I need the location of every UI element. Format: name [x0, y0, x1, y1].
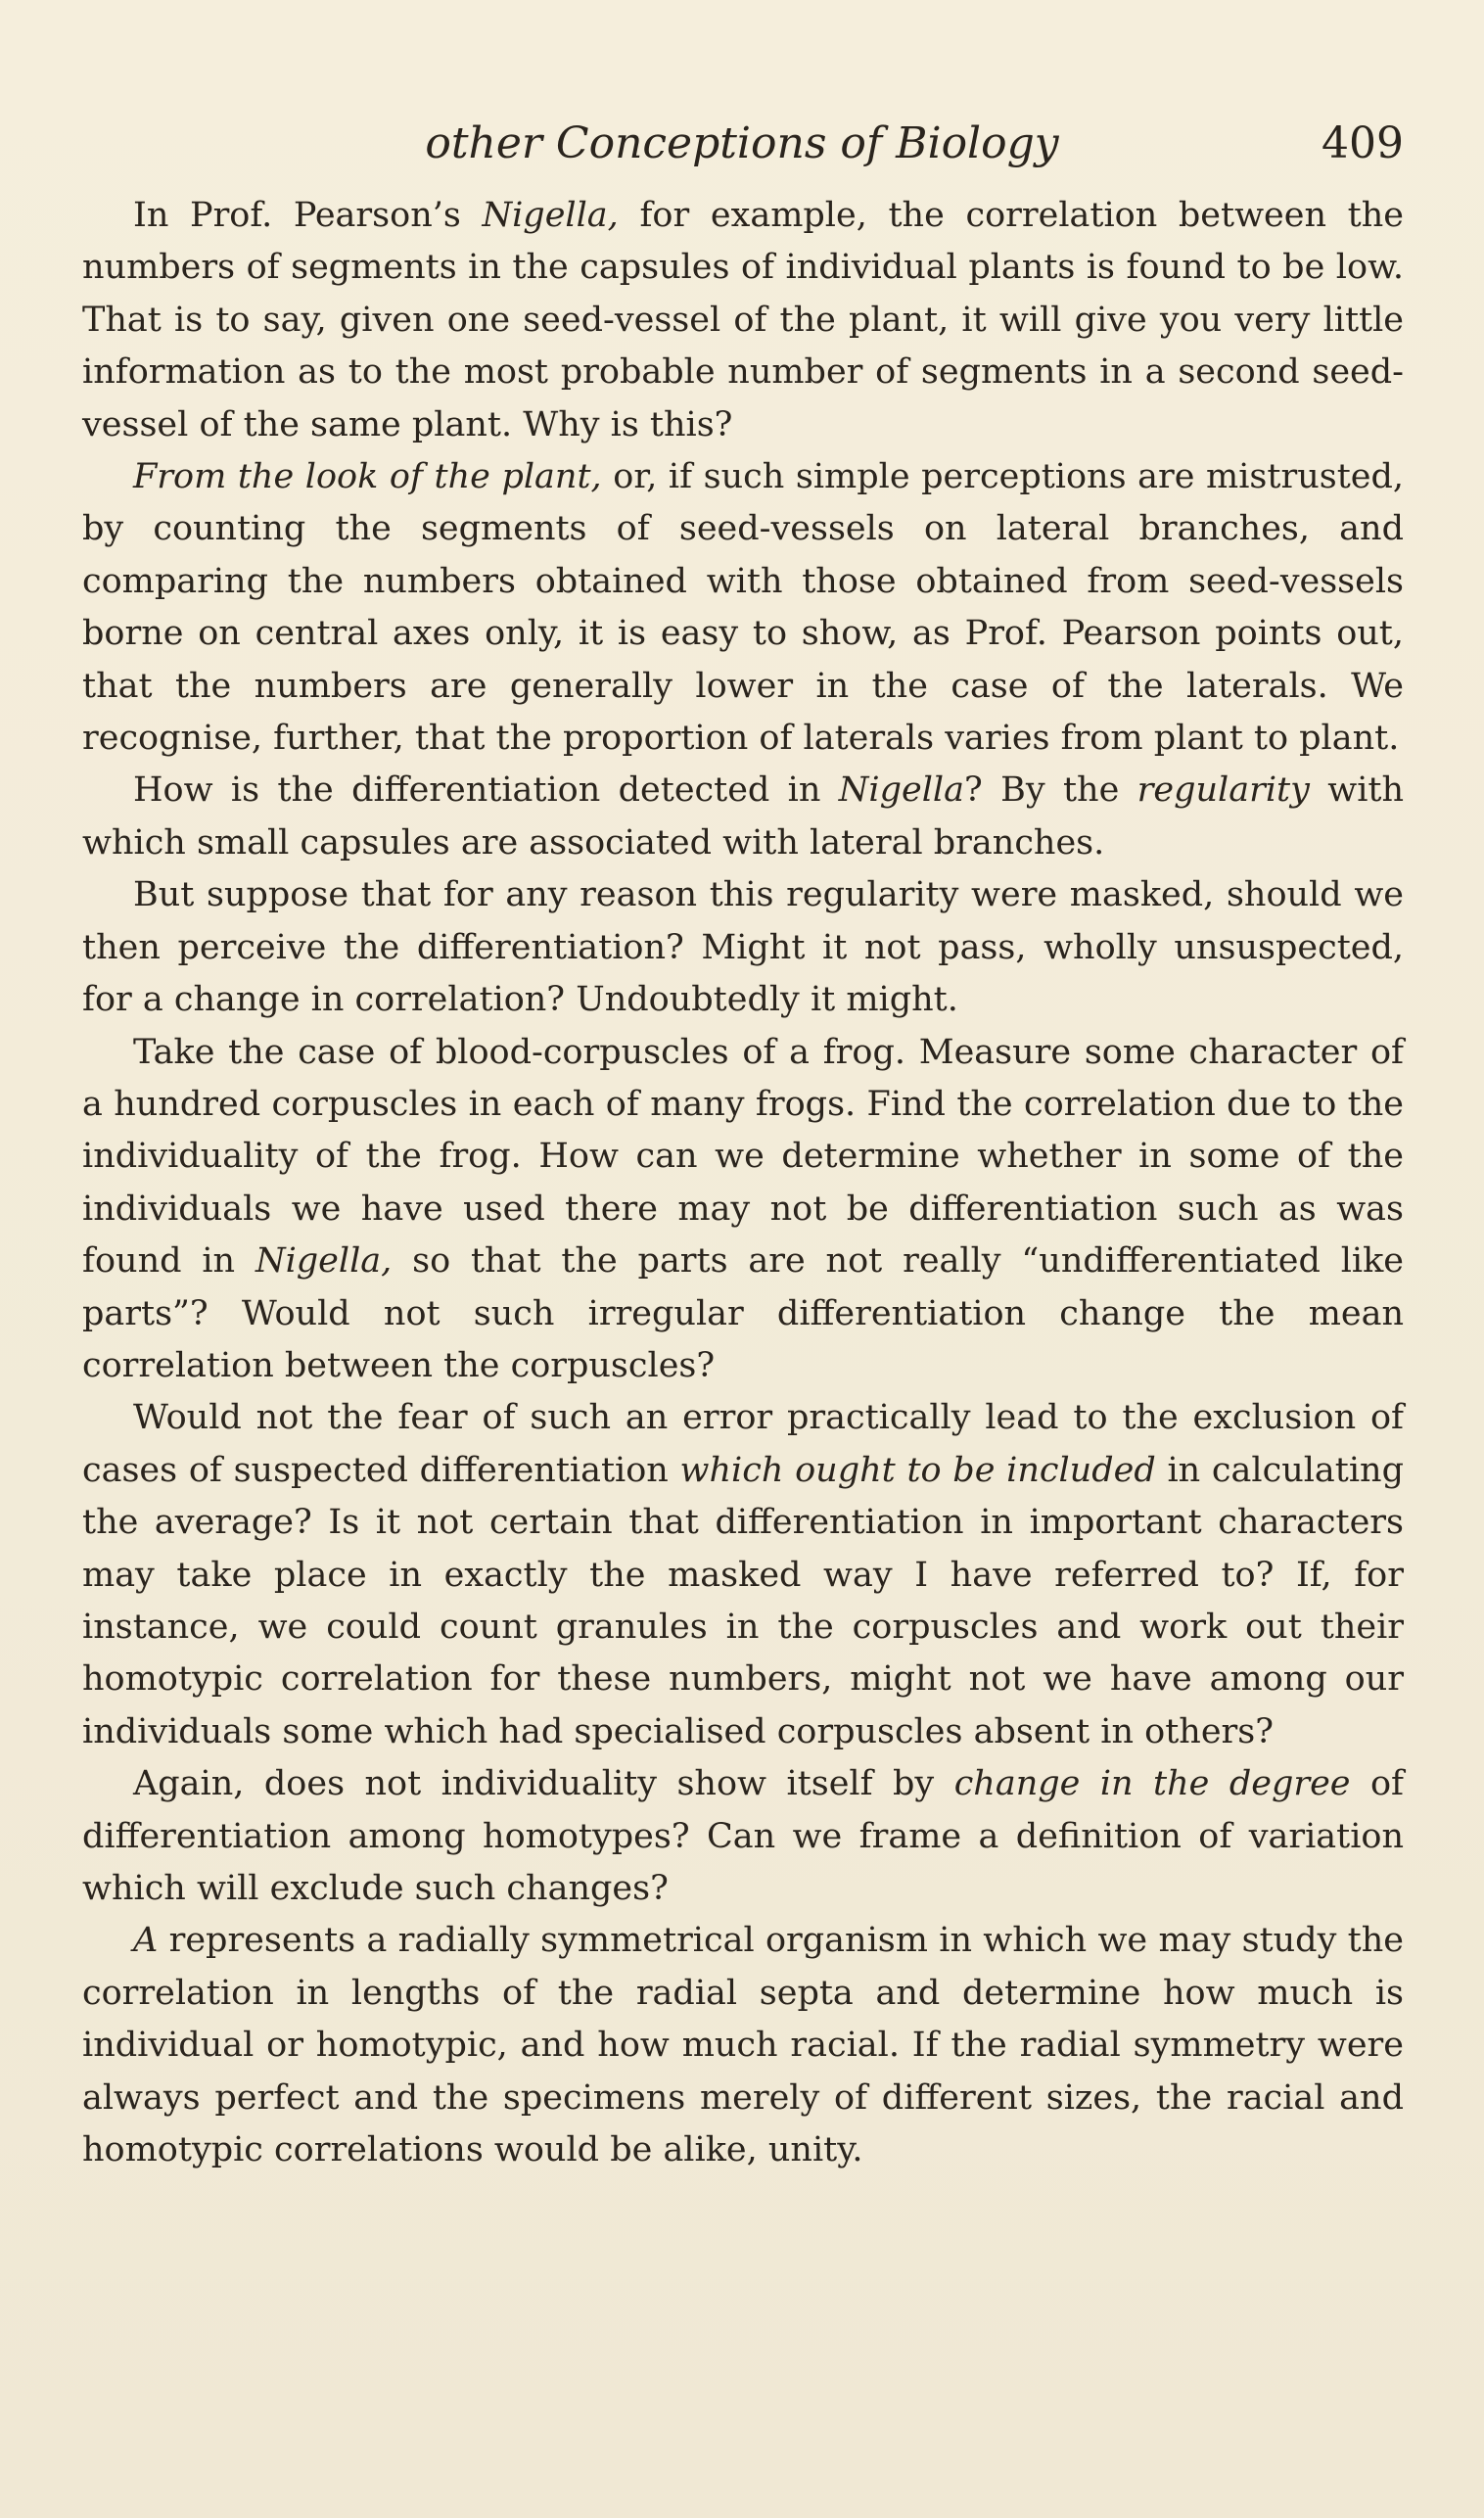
text-run: or, if such simple perceptions are mistrusted, by counting the segments of seed-vessels on lateral branches, and comparing the numbers obtained with those obtained from seed-vessels borne on central axes only, it is easy to show, as Prof. Pearson points out, that the numbers are generally lower in the case of the laterals. We recognise, further, that the proportion of laterals varies from plant to plant. — [82, 457, 1405, 759]
text-run: Take the case of blood-corpuscles of a frog. Measure some character of a hundred corpuscles in each of many frogs. Find the correlation due to the individuality of the frog. How can we determine whether in some of the individuals we have used there may not be differentiation such as was found in — [82, 1032, 1404, 1282]
paragraph — [82, 1758, 1404, 1915]
page-number: 409 — [1322, 118, 1404, 168]
text-run: Again, does not individuality show itself by — [133, 1764, 954, 1804]
paragraph — [82, 1027, 1404, 1393]
paragraph — [82, 1392, 1404, 1758]
text-run: in calculating the average? Is it not certain that differentiation in important characters may take place in exactly the masked way I have referred to? If, for instance, we could count granules in the corpuscles and work out their homotypic correlation for these numbers, might not we have among our individuals some which had specialised corpuscles absent in others? — [82, 1450, 1404, 1751]
text-run: In Prof. Pearson’s — [133, 196, 483, 235]
italic-run: change in the degree — [953, 1764, 1351, 1804]
paragraph — [82, 190, 1404, 451]
body-text — [82, 190, 1404, 2176]
italic-run: which ought to be included — [679, 1450, 1156, 1490]
italic-run: A — [133, 1921, 159, 1961]
italic-run: Nigella, — [482, 196, 619, 235]
running-head — [80, 110, 1404, 178]
text-run: of differentiation among homotypes? Can we frame a definition of variation which will exclude such changes? — [82, 1764, 1405, 1908]
text-run: Would not the fear of such an error practically lead to the exclusion of cases of suspected differentiation — [82, 1398, 1404, 1490]
paragraph — [82, 765, 1404, 869]
text-run: represents a radially symmetrical organism in which we may study the correlation in lengths of the radial septa and determine how much is individual or homotypic, and how much racial. If the radial symmetry were always perfect and the specimens merely of different sizes, the racial and homotypic correlations would be alike, unity. — [82, 1921, 1404, 2170]
text-run: But suppose that for any reason this regularity were masked, should we then perceive the differentiation? Might it not pass, wholly unsuspected, for a change in correlation? Undoubtedly it might. — [82, 875, 1404, 1020]
paragraph — [82, 869, 1404, 1026]
text-run: for example, the correlation between the numbers of segments in the capsules of individual plants is found to be low. That is to say, given one seed-vessel of the plant, it will give you very little information as to the most probable number of segments in a second seed-vessel of the same plant. Why is this? — [82, 196, 1404, 444]
text-run: How is the differentiation detected in — [133, 770, 839, 811]
paragraph — [82, 1915, 1404, 2176]
text-run: so that the parts are not really “undifferentiated like parts”? Would not such irregular differentiation change the mean correlation between the corpuscles? — [82, 1241, 1404, 1385]
italic-run: Nigella, — [255, 1241, 393, 1282]
text-run: with which small capsules are associated with lateral branches. — [82, 770, 1404, 863]
running-title: other Conceptions of Biology — [425, 118, 1059, 168]
text-run: ? By the — [963, 770, 1137, 811]
italic-run: From the look of the plant, — [133, 457, 602, 497]
italic-run: regularity — [1136, 770, 1310, 811]
paragraph — [82, 451, 1404, 765]
italic-run: Nigella — [838, 770, 964, 811]
